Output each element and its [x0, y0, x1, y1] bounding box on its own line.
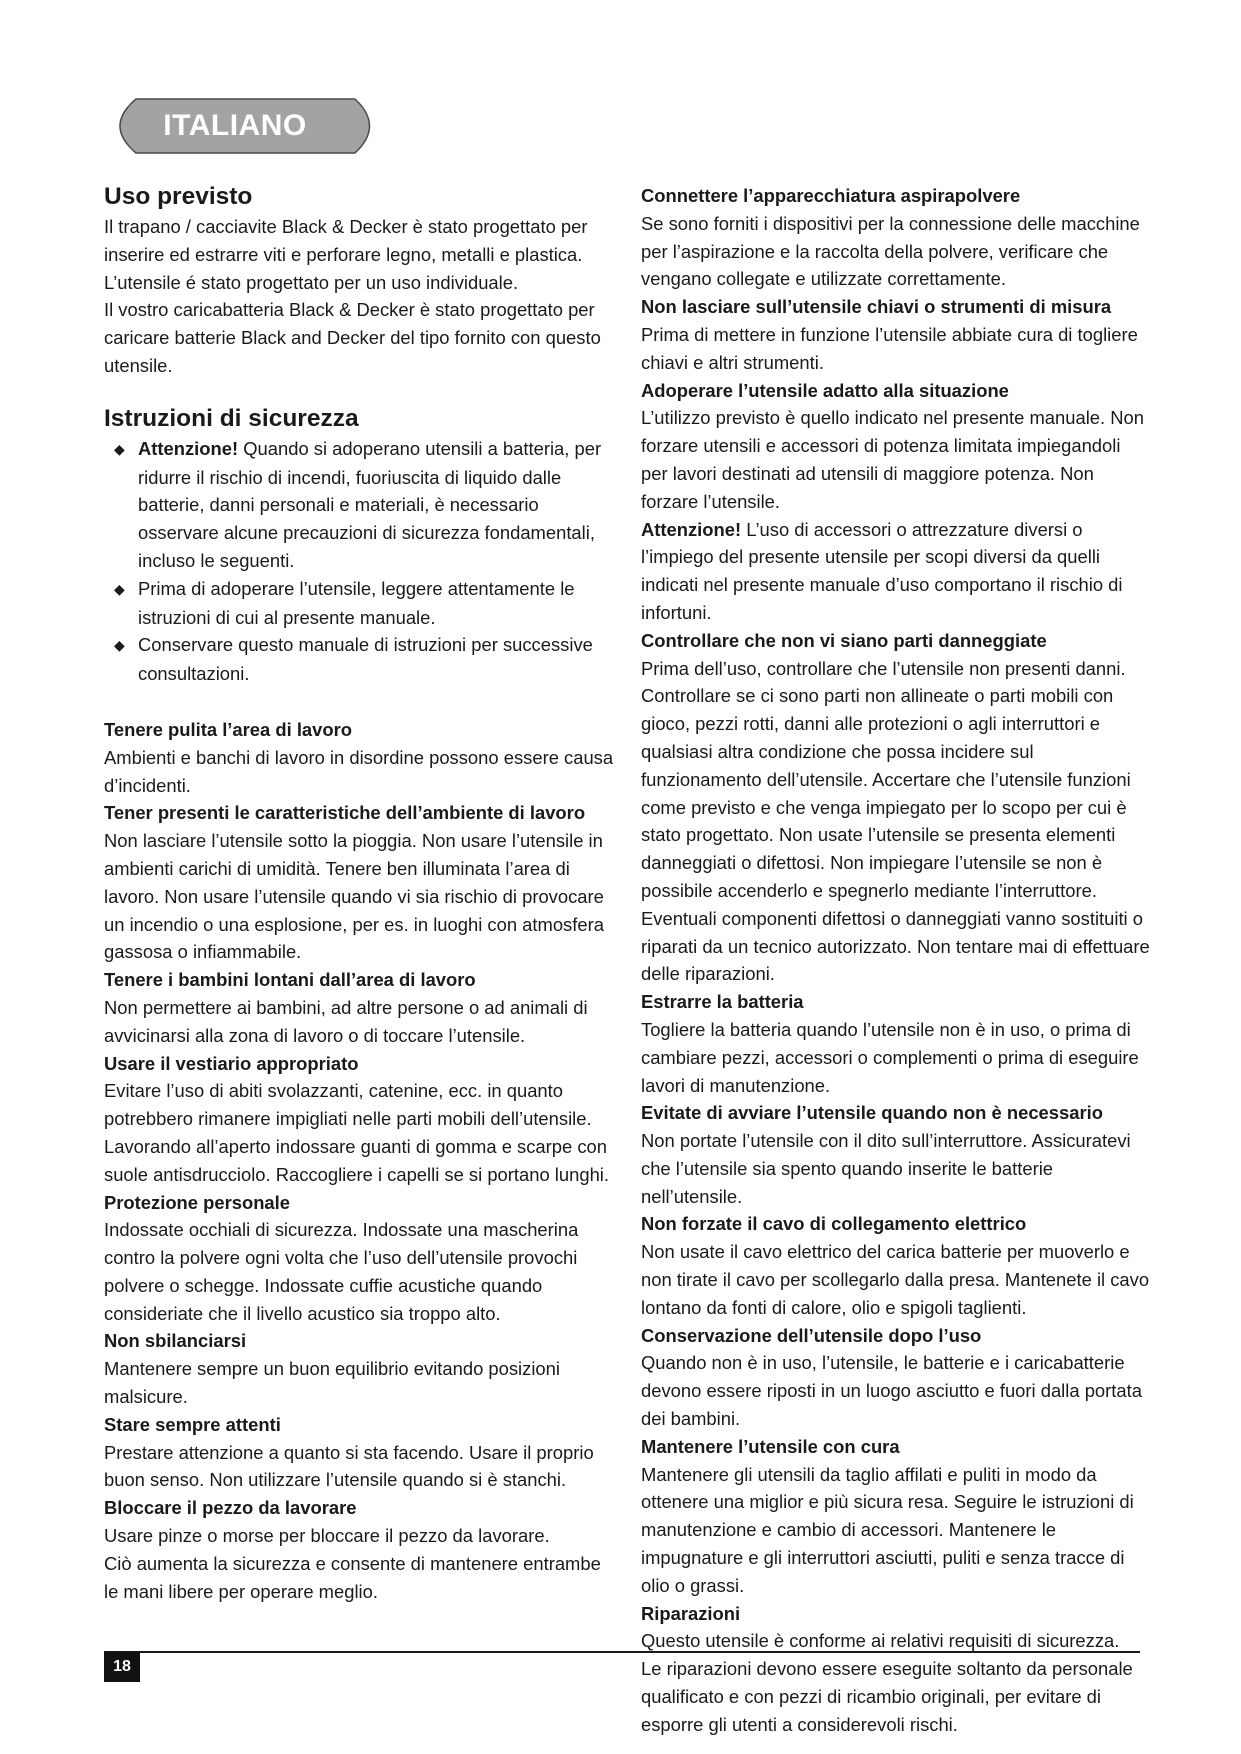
section-heading: Tenere pulita l’area di lavoro	[104, 718, 353, 740]
section-heading: Adoperare l’utensile adatto alla situazione	[641, 379, 1009, 401]
section-body: Ambienti e banchi di lavoro in disordine possono essere causa d’incidenti.	[104, 746, 614, 796]
bullet-lead: Attenzione!	[138, 437, 239, 459]
section-body	[641, 516, 1151, 627]
section-heading: Stare sempre attenti	[104, 1413, 281, 1435]
section-heading: Tener presenti le caratteristiche dell’ambiente di lavoro	[104, 802, 586, 824]
section-heading: Non forzate il cavo di collegamento elettrico	[641, 1213, 1027, 1235]
section-body: Questo utensile è conforme ai relativi requisiti di sicurezza.	[641, 1630, 1120, 1652]
bullet-text: Prima di adoperare l’utensile, leggere attentamente le istruzioni di cui al presente manuale.	[138, 577, 575, 628]
section-body: Prima di mettere in funzione l’utensile abbiate cura di togliere chiavi e altri strumenti.	[641, 323, 1138, 373]
diamond-bullet-icon: ◆	[114, 440, 125, 457]
safety-bullet	[104, 631, 614, 688]
section-heading: Protezione personale	[104, 1191, 290, 1213]
istruzioni-title: Istruzioni di sicurezza	[104, 404, 359, 432]
section-heading: Bloccare il pezzo da lavorare	[104, 1497, 357, 1519]
section-body: Mantenere gli utensili da taglio affilati e puliti in modo da ottenere una miglior e più sicura resa. Seguire le istruzioni di manutenzione e cambio di accessori. Mantenere le impugnature e gli interruttori asciutti, puliti e senza tracce di olio o grassi.	[641, 1463, 1134, 1596]
section-body: L’utilizzo previsto è quello indicato nel presente manuale. Non forzare utensili e accessori di potenza limitata impiegandoli per lavori destinati ad utensili di maggiore potenza. Non forzare l’utensile.	[641, 407, 1144, 512]
diamond-bullet-icon: ◆	[114, 580, 125, 597]
section-heading: Controllare che non vi siano parti danneggiate	[641, 629, 1047, 651]
uso-previsto-title: Uso previsto	[104, 183, 253, 210]
diamond-bullet-icon: ◆	[114, 637, 125, 654]
section-body: Non permettere ai bambini, ad altre persone o ad animali di avvicinarsi alla zona di lavoro o di toccare l’utensile.	[104, 996, 588, 1046]
section-body: Evitare l’uso di abiti svolazzanti, catenine, ecc. in quanto potrebbero rimanere impigliati nelle parti mobili dell’utensile. Lavorando all’aperto indossare guanti di gomma e scarpe con suole antisdrucciolo. Raccogliere i capelli se si portano lunghi.	[104, 1080, 609, 1185]
section-body: Non lasciare l’utensile sotto la pioggia. Non usare l’utensile in ambienti carichi di umidità. Tenere ben illuminata l’area di lavoro. Non usare l’utensile quando vi sia rischio di provocare un incendio o una esplosione, per es. in luoghi con atmosfera gassosa o infiammabile.	[104, 830, 604, 963]
section-body: Prima dell’uso, controllare che l’utensile non presenti danni. Controllare se ci sono parti non allineate o parti mobili con gioco, pezzi rotti, danni alle protezioni o agli interruttori e qualsiasi altra condizione che possa incidere sul funzionamento dell’utensile. Accertare che l’utensile funzioni come previsto e che venga impiegato per lo scopo per cui è stato progettato. Non usate l’utensile se presenta elementi danneggiati o difettosi. Non impiegare l’utensile se non è possibile accenderlo e spegnerlo mediante l’interruttore. Eventuali componenti difettosi o danneggiati vanno sostituiti o riparati da un tecnico autorizzato. Non tentare mai di effettuare delle riparazioni.	[641, 657, 1150, 985]
bullet-text: Quando si adoperano utensili a batteria, per ridurre il rischio di incendi, fuoriuscita di liquido dalle batterie, danni personali e materiali, è necessario osservare alcune precauzioni di sicurezza fondamentali, incluso le seguenti.	[138, 437, 602, 571]
warning-lead: Attenzione!	[641, 518, 742, 540]
right-column	[641, 182, 1151, 1739]
bullet-text: Conservare questo manuale di istruzioni per successive consultazioni.	[138, 634, 593, 685]
section-heading: Usare il vestiario appropriato	[104, 1052, 359, 1074]
section-heading: Non sbilanciarsi	[104, 1330, 247, 1352]
section-body: Le riparazioni devono essere eseguite soltanto da personale qualificato e con pezzi di ricambio originali, per evitare di esporre gli utenti a considerevoli rischi.	[641, 1658, 1133, 1735]
section-body: Quando non è in uso, l’utensile, le batterie e i caricabatterie devono essere riposti in un luogo asciutto e fuori dalla portata dei bambini.	[641, 1352, 1142, 1430]
section-body: Mantenere sempre un buon equilibrio evitando posizioni malsicure.	[104, 1358, 560, 1408]
section-body: Se sono forniti i dispositivi per la connessione delle macchine per l’aspirazione e la raccolta della polvere, verificare che vengano collegate e utilizzate correttamente.	[641, 212, 1140, 290]
section-heading: Tenere i bambini lontani dall’area di lavoro	[104, 969, 476, 991]
section-heading: Mantenere l’utensile con cura	[641, 1435, 900, 1457]
section-body: Ciò aumenta la sicurezza e consente di mantenere entrambe le mani libere per operare meglio.	[104, 1552, 601, 1602]
uso-previsto-paragraph: Il trapano / cacciavite Black & Decker è stato progettato per inserire ed estrarre viti e perforare legno, metalli e plastica. L’utensile é stato progettato per un uso individuale.	[104, 216, 588, 293]
page-number: 18	[104, 1652, 140, 1682]
section-heading: Evitate di avviare l’utensile quando non è necessario	[641, 1102, 1103, 1124]
footer-rule	[104, 1651, 1140, 1653]
language-tab	[100, 95, 385, 157]
section-body: Indossate occhiali di sicurezza. Indossate una mascherina contro la polvere ogni volta che l’uso dell’utensile provochi polvere o schegge. Indossate cuffie acustiche quando consideriate che il livello acustico sia troppo alto.	[104, 1219, 579, 1324]
safety-bullet-list	[104, 435, 614, 688]
language-label: ITALIANO	[163, 109, 307, 142]
section-body: Usare pinze o morse per bloccare il pezzo da lavorare.	[104, 1525, 550, 1547]
safety-bullet	[104, 435, 614, 575]
section-heading: Connettere l’apparecchiatura aspirapolvere	[641, 185, 1021, 206]
section-body: Non portate l’utensile con il dito sull’interruttore. Assicuratevi che l’utensile sia spento quando inserite le batterie nell’utensile.	[641, 1130, 1131, 1207]
section-heading: Estrarre la batteria	[641, 991, 804, 1013]
section-heading: Riparazioni	[641, 1602, 741, 1624]
safety-bullet	[104, 575, 614, 632]
left-column	[104, 182, 614, 1605]
uso-previsto-paragraph: Il vostro caricabatteria Black & Decker è stato progettato per caricare batterie Black and Decker del tipo fornito con questo utensile.	[104, 299, 601, 376]
section-body: Non usate il cavo elettrico del carica batterie per muoverlo e non tirate il cavo per scollegarlo dalla presa. Mantenete il cavo lontano da fonti di calore, olio e spigoli taglienti.	[641, 1241, 1150, 1318]
section-heading: Conservazione dell’utensile dopo l’uso	[641, 1324, 982, 1346]
section-body: Prestare attenzione a quanto si sta facendo. Usare il proprio buon senso. Non utilizzare l’utensile quando si è stanchi.	[104, 1441, 594, 1491]
section-body: Togliere la batteria quando l’utensile non è in uso, o prima di cambiare pezzi, accessori o complementi o prima di eseguire lavori di manutenzione.	[641, 1018, 1139, 1096]
warning-text: L’uso di accessori o attrezzature diversi o l’impiego del presente utensile per scopi diversi da quelli indicati nel presente manuale d’uso comportano il rischio di infortuni.	[641, 518, 1123, 623]
section-heading: Non lasciare sull’utensile chiavi o strumenti di misura	[641, 296, 1112, 318]
